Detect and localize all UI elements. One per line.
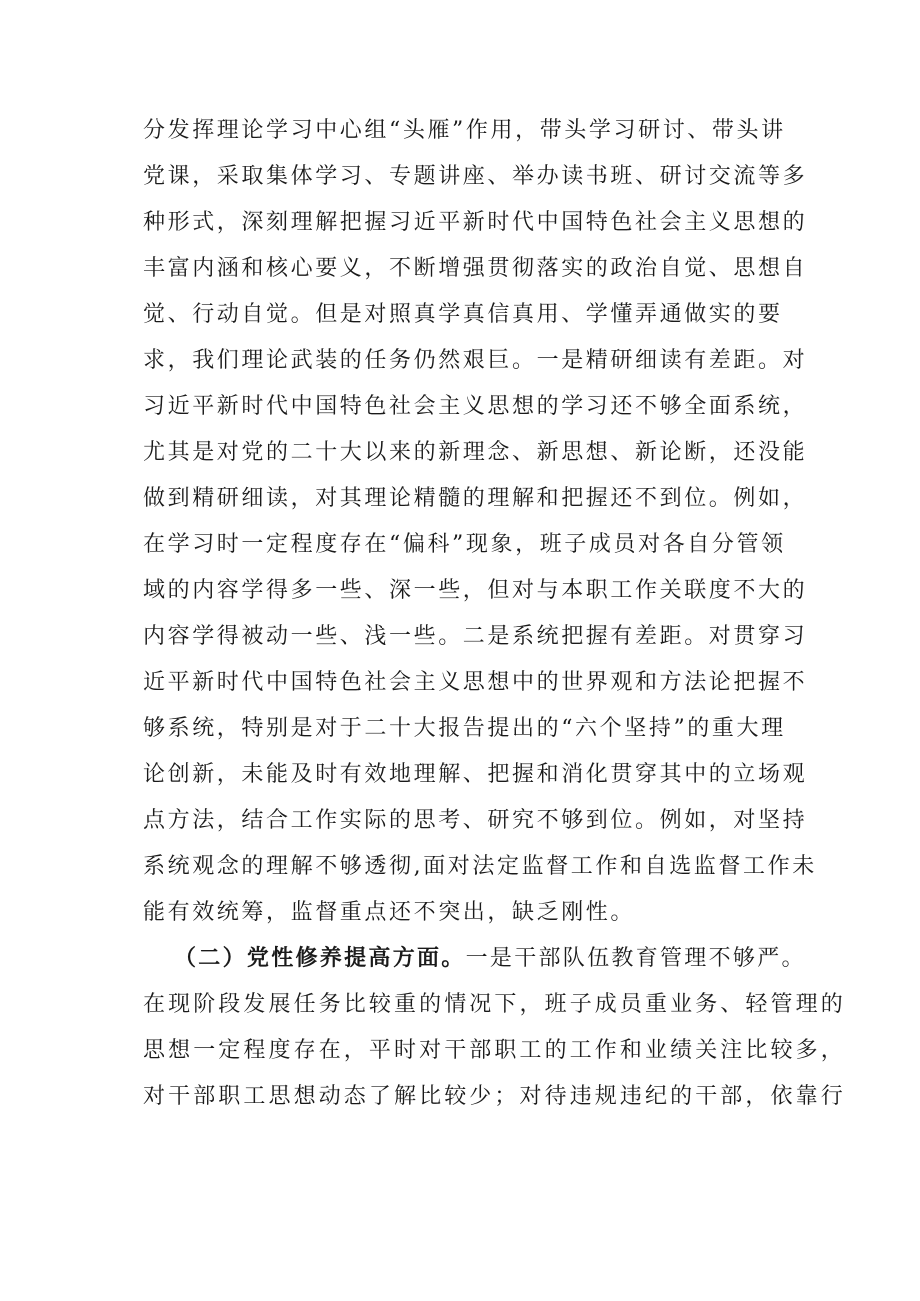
text-line: 觉、行动自觉。但是对照真学真信真用、学懂弄通做实的要 <box>143 302 783 327</box>
section-first-line-text: 一是干部队伍教育管理不够严。 <box>465 946 806 971</box>
text-line: 分发挥理论学习中心组“头雁”作用，带头学习研讨、带头讲 <box>143 118 786 143</box>
text-line: 对干部职工思想动态了解比较少；对待违规违纪的干部，依靠行 <box>143 1084 846 1109</box>
text-line: 够系统，特别是对于二十大报告提出的“六个坚持”的重大理 <box>143 716 786 741</box>
text-line: 点方法，结合工作实际的思考、研究不够到位。例如，对坚持 <box>143 808 808 833</box>
text-line: 能有效统筹，监督重点还不突出，缺乏刚性。 <box>143 900 636 925</box>
text-line: 系统观念的理解不够透彻,面对法定监督工作和自选监督工作未 <box>143 854 817 879</box>
text-line: 种形式，深刻理解把握习近平新时代中国特色社会主义思想的 <box>143 210 808 235</box>
text-line: 内容学得被动一些、浅一些。二是系统把握有差距。对贯穿习 <box>143 624 808 649</box>
text-line: 在现阶段发展任务比较重的情况下，班子成员重业务、轻管理的 <box>143 992 846 1017</box>
text-line: 域的内容学得多一些、深一些，但对与本职工作关联度不大的 <box>143 578 808 603</box>
text-line: 近平新时代中国特色社会主义思想中的世界观和方法论把握不 <box>143 670 808 695</box>
text-line: 党课，采取集体学习、专题讲座、举办读书班、研讨交流等多 <box>143 164 808 189</box>
text-line: 思想一定程度存在，平时对干部职工的工作和业绩关注比较多， <box>143 1038 846 1063</box>
section-heading: （二）党性修养提高方面。 <box>174 946 466 971</box>
text-line: 求，我们理论武装的任务仍然艰巨。一是精研细读有差距。对 <box>143 348 808 373</box>
text-line: 丰富内涵和核心要义，不断增强贯彻落实的政治自觉、思想自 <box>143 256 808 281</box>
section-first-line <box>174 944 806 974</box>
text-line: 论创新，未能及时有效地理解、把握和消化贯穿其中的立场观 <box>143 762 808 787</box>
text-line: 习近平新时代中国特色社会主义思想的学习还不够全面系统， <box>143 394 808 419</box>
text-line: 尤其是对党的二十大以来的新理念、新思想、新论断，还没能 <box>143 440 808 465</box>
text-line: 在学习时一定程度存在“偏科”现象，班子成员对各自分管领 <box>143 532 786 557</box>
text-line: 做到精研细读，对其理论精髓的理解和把握还不到位。例如， <box>143 486 808 511</box>
